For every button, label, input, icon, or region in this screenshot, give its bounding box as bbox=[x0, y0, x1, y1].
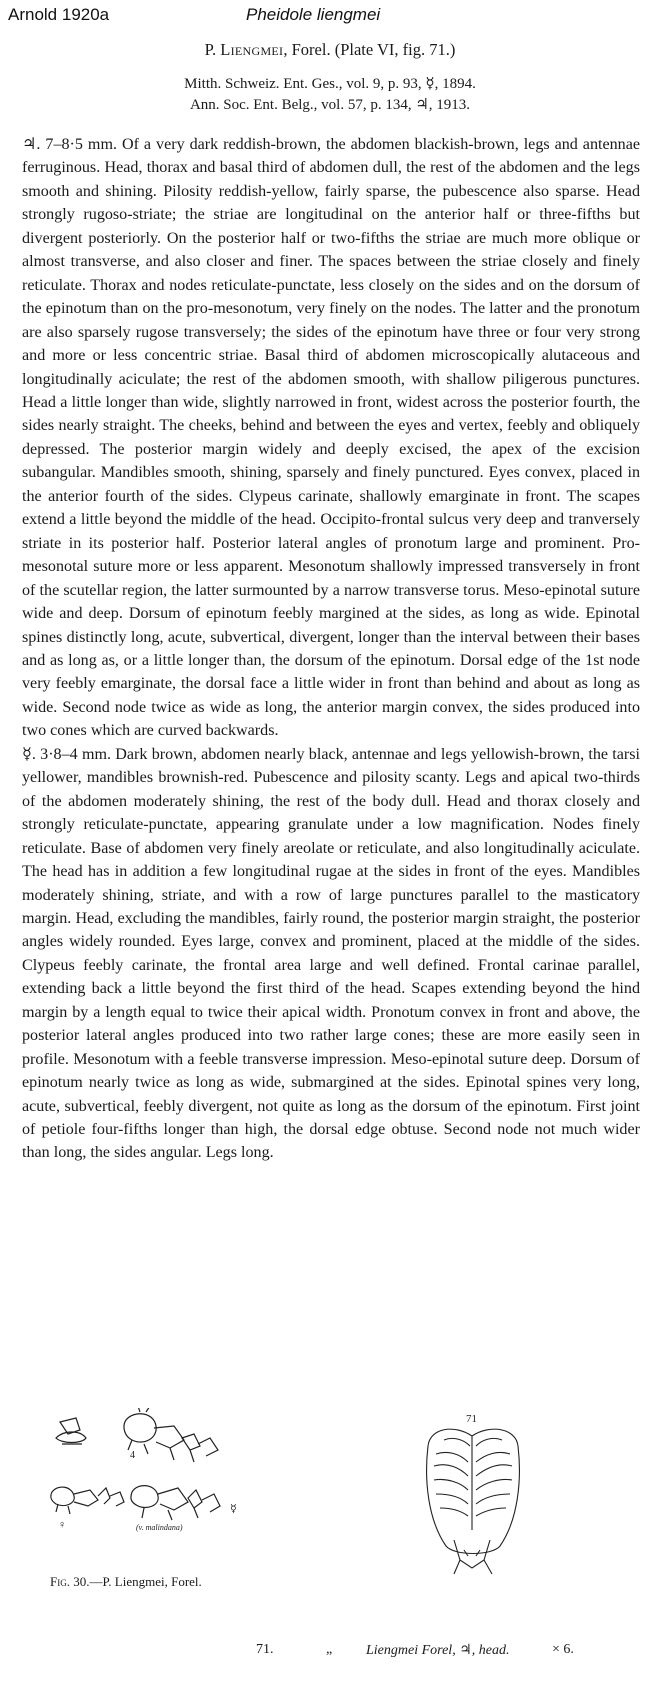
worker-profile-variety bbox=[131, 1486, 220, 1520]
paragraph-major-worker bbox=[22, 133, 640, 743]
figure-label-female: ♀ bbox=[58, 1519, 67, 1531]
species-author: , Forel. bbox=[283, 40, 331, 59]
plate-ref-text: Liengmei Forel, ♃, head. bbox=[366, 1643, 510, 1658]
species-header: Pheidole liengmei bbox=[246, 5, 381, 24]
plate-71-head-drawing bbox=[414, 1410, 534, 1582]
plate-figure-number: 71 bbox=[466, 1413, 477, 1425]
head-sketch-small bbox=[56, 1418, 86, 1444]
figure-caption-prefix: Fig. 30. bbox=[50, 1574, 90, 1589]
figure-caption-text: —P. Liengmei, Forel. bbox=[89, 1574, 202, 1589]
plate-ref-number: 71. bbox=[256, 1642, 274, 1657]
head-outline bbox=[427, 1429, 520, 1553]
description-body bbox=[22, 133, 640, 1165]
figure-label-variety: (v. malindana) bbox=[136, 1523, 183, 1532]
worker-profile-major bbox=[124, 1408, 218, 1462]
worker-profile-minor bbox=[51, 1487, 124, 1514]
species-name: Liengmei bbox=[220, 40, 284, 59]
citation-1: Mitth. Schweiz. Ent. Ges., vol. 9, p. 93, ☿, 1894. bbox=[184, 76, 476, 92]
figure-30-drawings bbox=[44, 1408, 254, 1558]
plate-ref-ditto: „ bbox=[326, 1642, 333, 1657]
plate-reference: (Plate VI, fig. 71.) bbox=[334, 40, 456, 59]
figure-30-caption bbox=[50, 1574, 202, 1590]
figure-label-major: 4 bbox=[130, 1450, 135, 1461]
source-reference: Arnold 1920a bbox=[8, 5, 110, 24]
species-prefix: P. bbox=[204, 40, 217, 59]
species-title bbox=[0, 40, 660, 60]
plate-ref-scale: × 6. bbox=[552, 1642, 574, 1657]
paragraph-text: ☿. 3·8–4 mm. Dark brown, abdomen nearly black, antennae and legs yellowish-brown, the tarsi yellower, mandibles brownish-red. Pubescence and pilosity scanty. Legs and apical two-thirds of the abdomen moderately shining, the rest of the body dull. Head and thorax closely and strongly reticulate-punctate, appearing granulate under a low magnification. Nodes finely reticulate. Base of abdomen very finely areolate or reticulate, and also longitudinally aciculate. The head has in addition a few longitudinal rugae at the sides in front of the eyes. Mandibles moderately shining, striate, and with a row of large punctures parallel to the masticatory margin. Head, excluding the mandibles, fairly round, the posterior margin straight, the posterior angles widely rounded. Eyes large, convex and prominent, placed at the middle of the sides. Clypeus feebly carinate, the frontal area large and well defined. Frontal carinae parallel, extending back a little beyond the first third of the head. Scapes extending beyond the hind margin by a length equal to twice their apical width. Pronotum convex in front and above, the posterior lateral angles produced into two rather large cones; these are more easily seen in profile. Mesonotum with a feeble transverse impression. Meso-epinotal suture deep. Dorsum of epinotum nearly twice as long as wide, submargined at the sides. Epinotal spines very long, acute, subvertical, feebly divergent, not quite as long as the dorsum of the epinotum. First joint of petiole four-fifths longer than high, the dorsal edge obtuse. Second node not much wider than long, the sides angular. Legs long. bbox=[22, 745, 640, 1162]
figure-label-worker: ☿ bbox=[230, 1503, 237, 1515]
citation-2: Ann. Soc. Ent. Belg., vol. 57, p. 134, ♃, 1913. bbox=[189, 97, 471, 113]
paragraph-text: ♃. 7–8·5 mm. Of a very dark reddish-brown, the abdomen blackish-brown, legs and antennae ferruginous. Head, thorax and basal third of abdomen dull, the rest of the abdomen and the legs smooth and shining. Pilosity reddish-yellow, fairly sparse, the pubescence also sparse. Head strongly rugoso-striate; the striae are longitudinal on the anterior half or three-fifths but divergent posteriorly. On the posterior half or two-fifths the striae are much more oblique or almost transverse, and also closer and finer. The spaces between the striae closely and finely reticulate. Thorax and nodes reticulate-punctate, less closely on the sides and on the dorsum of the epinotum than on the pro-mesonotum, very finely on the nodes. The latter and the pronotum are also sparsely rugose transversely; the sides of the epinotum have three or four very strong and more or less concentric striae. Basal third of abdomen microscopically alutaceous and longitudinally aciculate; the rest of the abdomen smooth, with shallow piligerous punctures. Head a little longer than wide, slightly narrowed in front, widest across the posterior fourth, the sides nearly straight. The cheeks, behind and between the eyes and vertex, feebly and obliquely depressed. The posterior margin widely and deeply excised, the apex of the excision subangular. Mandibles smooth, shining, sparsely and finely punctured. Eyes convex, placed in the anterior fourth of the sides. Clypeus carinate, shallowly emarginate in front. The scapes extend a little beyond the middle of the head. Occipito-frontal sulcus very deep and tranversely striate in its posterior half. Posterior lateral angles of pronotum large and prominent. Pro-mesonotal suture more or less apparent. Mesonotum shallowly impressed transversely in front of the scutellar region, the latter surmounted by a narrow transverse torus. Meso-epinotal suture wide and deep. Dorsum of epinotum feebly margined at the sides, as long as wide. Epinotal spines distinctly long, acute, subvertical, divergent, longer than the interval between their bases and as long as, or a little longer than, the dorsum of the epinotum. Dorsal edge of the 1st node very feebly emarginate, the dorsal face a little wider in front than behind and about as long as wide. Second node twice as wide as long, the anterior margin convex, the sides produced into two cones which are curved backwards. bbox=[22, 136, 640, 740]
paragraph-minor-worker bbox=[22, 743, 640, 1165]
